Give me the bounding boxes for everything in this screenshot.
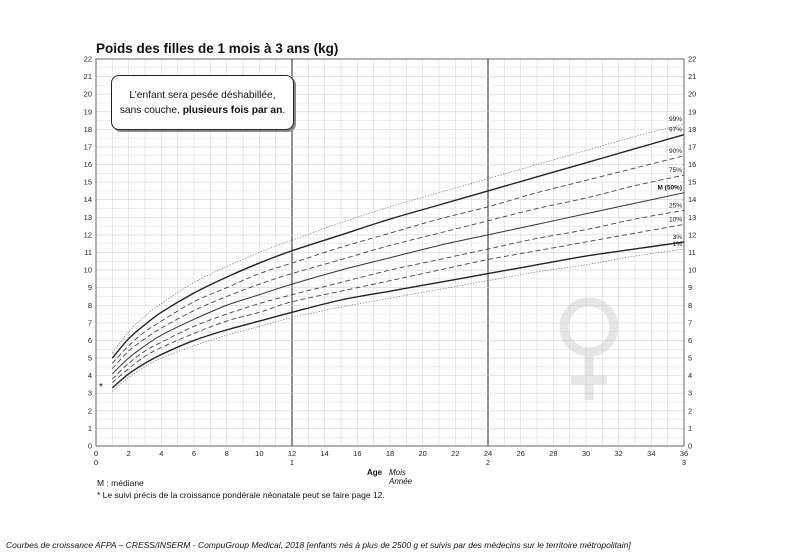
x-tick-label: 2 [126,449,131,458]
y-tick-label-right: 20 [688,89,697,99]
percentile-label: 1% [672,240,682,248]
instruction-emphasis: plusieurs fois par an [182,104,283,116]
x-tick-label: 0 [93,449,99,458]
x-tick-label: 16 [353,449,362,458]
percentile-label: 3% [672,233,682,241]
y-tick-label-right: 1 [688,423,693,433]
y-tick-label-right: 15 [688,177,697,187]
y-tick-label-right: 10 [688,265,697,275]
median-legend: M : médiane [97,478,144,488]
percentile-curve-3 [112,242,684,388]
y-tick-label-right: 0 [688,441,693,451]
x-year-tick-label: 2 [485,458,491,467]
x-tick-label: 4 [159,449,164,458]
y-tick-label-left: 18 [83,124,92,134]
percentile-label: 90% [668,147,682,155]
female-symbol-icon [564,302,614,400]
y-tick-label-right: 18 [688,124,697,134]
x-tick-label: 28 [549,449,558,458]
y-tick-label-left: 12 [83,230,92,240]
x-tick-label: 8 [224,449,229,458]
birth-marker: * [98,382,103,394]
x-tick-label: 12 [287,449,297,458]
x-year-tick-label: 0 [93,458,99,467]
y-tick-label-left: 20 [83,89,92,99]
y-tick-label-left: 15 [83,177,92,187]
percentile-label: 99% [668,116,682,124]
y-tick-label-left: 17 [83,142,92,152]
y-tick-label-right: 19 [688,107,697,117]
y-tick-label-right: 17 [688,142,697,152]
y-tick-label-left: 1 [87,423,92,433]
y-tick-label-right: 8 [688,300,693,310]
instruction-line-2-suffix: . [282,104,286,116]
y-tick-label-left: 8 [87,300,92,310]
y-tick-label-left: 11 [84,248,92,257]
percentile-label: M (50%) [657,184,682,192]
x-tick-label: 26 [516,449,525,458]
y-tick-label-left: 5 [87,353,92,363]
y-tick-label-left: 0 [87,441,92,451]
percentile-curve-97 [112,135,684,358]
y-tick-label-right: 6 [688,335,693,345]
x-tick-label: 22 [451,449,460,458]
y-tick-label-right: 16 [688,160,697,170]
percentile-label: 25% [668,202,682,210]
y-tick-label-left: 7 [87,318,92,328]
y-tick-label-left: 16 [83,160,92,170]
y-tick-label-right: 14 [688,195,697,205]
y-tick-label-left: 9 [87,283,92,293]
x-tick-label: 32 [614,449,623,458]
weighing-instruction-box [111,75,294,130]
instruction-line-1: L’enfant sera pesée déshabillée, [129,89,276,101]
x-axis-unit-years: Année [389,477,413,486]
percentile-label: 10% [668,216,682,224]
percentile-curve-99 [112,124,684,353]
x-tick-label: 14 [320,449,329,458]
y-tick-label-right: 4 [688,371,693,381]
x-year-tick-label: 3 [681,458,687,467]
y-tick-label-right: 3 [688,388,693,398]
x-tick-label: 24 [483,449,493,458]
x-tick-label: 30 [581,449,591,458]
x-axis-unit-months: Mois [389,468,406,477]
footnote: * Le suivi précis de la croissance pondérale néonatale peut se faire page 12. [97,490,385,500]
x-tick-label: 10 [255,449,264,458]
y-tick-label-left: 14 [83,195,92,205]
y-tick-label-right: 5 [688,353,693,363]
y-tick-label-right: 2 [688,406,693,416]
x-tick-label: 18 [385,449,395,458]
chart-title: Poids des filles de 1 mois à 3 ans (kg) [96,41,339,56]
x-tick-label: 6 [191,449,197,458]
x-tick-label: 20 [418,449,427,458]
y-tick-label-right: 9 [688,283,693,293]
x-year-tick-label: 1 [289,458,295,467]
y-tick-label-left: 21 [83,72,92,82]
y-tick-label-left: 3 [87,388,92,398]
x-tick-label: 34 [647,449,656,458]
y-tick-label-left: 22 [83,54,92,64]
y-tick-label-left: 19 [83,107,92,117]
x-tick-label: 36 [679,449,689,458]
source-citation: Courbes de croissance AFPA – CRESS/INSERM - CompuGroup Medical, 2018 [enfants nés à plus de 2500 g et suivis par des médecins sur le territoire métropolitain] [6,540,631,550]
y-tick-label-right: 7 [688,318,693,328]
y-tick-label-right: 22 [688,54,697,64]
y-tick-label-left: 4 [87,371,92,381]
y-tick-label-left: 2 [87,406,92,416]
percentile-label: 97% [668,126,682,134]
x-axis-label: Age [367,468,383,477]
instruction-line-2 [120,103,285,118]
percentile-label: 75% [668,167,682,175]
y-tick-label-left: 10 [83,265,92,275]
y-tick-label-left: 6 [87,335,92,345]
y-tick-label-right: 11 [688,248,696,257]
y-tick-label-right: 13 [688,212,697,222]
y-tick-label-right: 21 [688,72,697,82]
y-tick-label-right: 12 [688,230,697,240]
instruction-line-2-prefix: sans couche, [119,104,183,116]
y-tick-label-left: 13 [83,212,92,222]
